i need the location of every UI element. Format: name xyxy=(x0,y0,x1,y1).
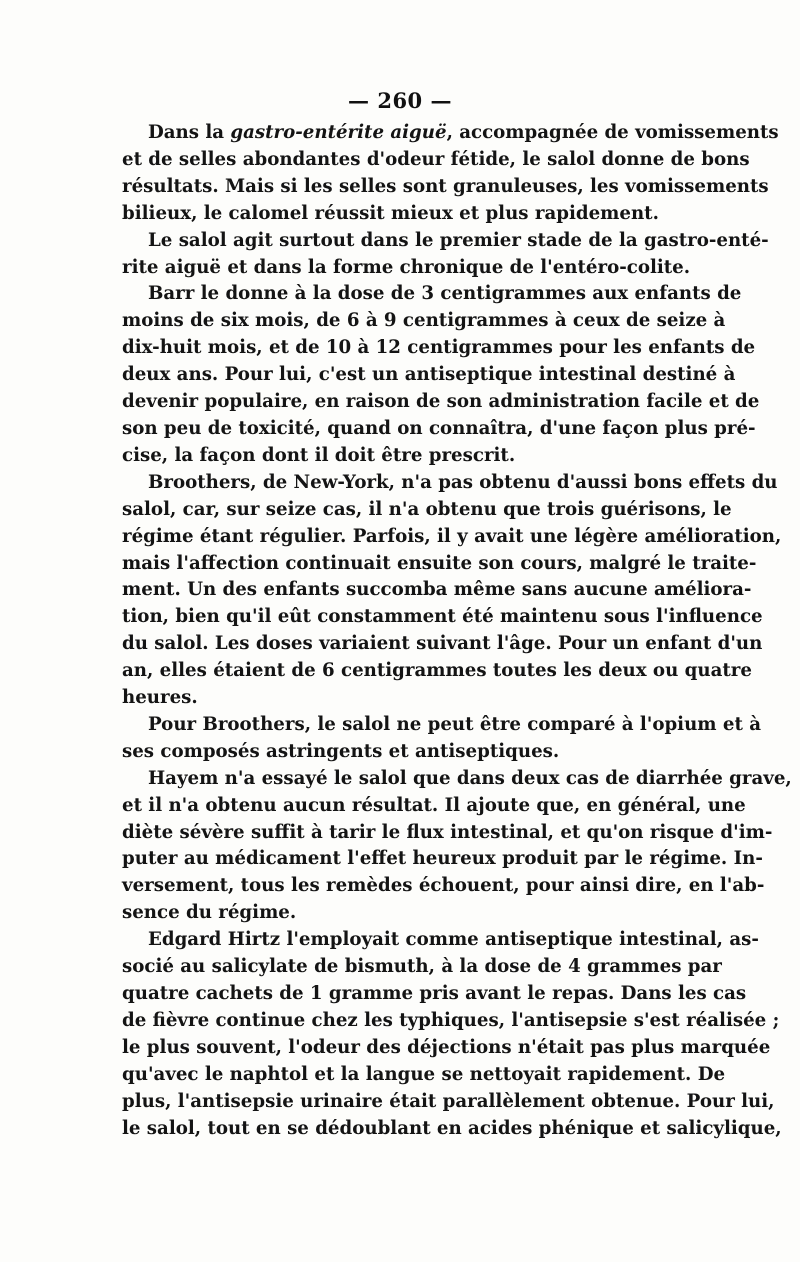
text-line: diète sévère suffit à tarir le flux intestinal, et qu'on risque d'im- xyxy=(122,821,773,843)
text-line: cise, la façon dont il doit être prescrit. xyxy=(122,444,516,466)
text-line: Pour Broothers, le salol ne peut être comparé à l'opium et à xyxy=(148,713,761,735)
text-segment: Dans la xyxy=(148,122,231,143)
paragraph xyxy=(122,281,760,469)
text-line: tion, bien qu'il eût constamment été maintenu sous l'influence xyxy=(122,606,763,628)
text-line: rite aiguë et dans la forme chronique de l'entéro-colite. xyxy=(122,256,691,278)
text-line xyxy=(122,120,779,147)
page-number: — 260 — xyxy=(348,88,452,113)
text-line: et de selles abondantes d'odeur fétide, le salol donne de bons xyxy=(122,148,750,170)
text-line: ses composés astringents et antiseptiques. xyxy=(122,740,560,762)
text-line: régime étant régulier. Parfois, il y avait une légère amélioration, xyxy=(122,525,782,547)
text-line: de fièvre continue chez les typhiques, l'antisepsie s'est réalisée ; xyxy=(122,1009,780,1031)
text-line: résultats. Mais si les selles sont granuleuses, les vomissements xyxy=(122,175,769,197)
text-line: sence du régime. xyxy=(122,902,297,924)
text-line: plus, l'antisepsie urinaire était parallèlement obtenue. Pour lui, xyxy=(122,1090,775,1112)
text-line: mais l'affection continuait ensuite son cours, malgré le traite- xyxy=(122,552,757,574)
text-line: Barr le donne à la dose de 3 centigrammes aux enfants de xyxy=(148,283,742,305)
body-text xyxy=(122,120,792,1142)
text-line: devenir populaire, en raison de son administration facile et de xyxy=(122,391,760,413)
text-line: socié au salicylate de bismuth, à la dose de 4 grammes par xyxy=(122,956,722,978)
text-line: Hayem n'a essayé le salol que dans deux cas de diarrhée grave, xyxy=(148,767,792,789)
text-segment: , accompagnée de vomissements xyxy=(446,122,779,143)
text-line: le salol, tout en se dédoublant en acides phénique et salicylique, xyxy=(122,1117,782,1139)
paragraph xyxy=(122,470,782,712)
paragraph xyxy=(122,228,769,282)
text-line: son peu de toxicité, quand on connaîtra, d'une façon plus pré- xyxy=(122,417,756,439)
paragraph xyxy=(122,766,792,927)
italic-term: gastro-entérite aiguë xyxy=(230,122,447,143)
text-line: versement, tous les remèdes échouent, pour ainsi dire, en l'ab- xyxy=(122,875,765,897)
text-line: an, elles étaient de 6 centigrammes toutes les deux ou quatre xyxy=(122,660,752,682)
text-line: puter au médicament l'effet heureux produit par le régime. In- xyxy=(122,848,763,870)
text-line: le plus souvent, l'odeur des déjections n'était pas plus marquée xyxy=(122,1036,771,1058)
text-line: du salol. Les doses variaient suivant l'âge. Pour un enfant d'un xyxy=(122,633,763,655)
paragraph xyxy=(122,927,782,1142)
paragraph xyxy=(122,712,761,766)
text-line: ment. Un des enfants succomba même sans aucune améliora- xyxy=(122,579,752,601)
text-line: qu'avec le naphtol et la langue se nettoyait rapidement. De xyxy=(122,1063,726,1085)
text-line: bilieux, le calomel réussit mieux et plus rapidement. xyxy=(122,202,659,224)
text-line: heures. xyxy=(122,687,198,709)
text-line: deux ans. Pour lui, c'est un antiseptique intestinal destiné à xyxy=(122,364,736,386)
text-line: et il n'a obtenu aucun résultat. Il ajoute que, en général, une xyxy=(122,794,746,816)
text-line: Broothers, de New-York, n'a pas obtenu d'aussi bons effets du xyxy=(148,471,778,493)
text-line: salol, car, sur seize cas, il n'a obtenu que trois guérisons, le xyxy=(122,498,732,520)
text-line: moins de six mois, de 6 à 9 centigrammes à ceux de seize à xyxy=(122,310,726,332)
text-line: Le salol agit surtout dans le premier stade de la gastro-enté- xyxy=(148,229,769,251)
text-line: dix-huit mois, et de 10 à 12 centigrammes pour les enfants de xyxy=(122,337,756,359)
text-line: Edgard Hirtz l'employait comme antiseptique intestinal, as- xyxy=(148,929,759,951)
paragraph xyxy=(122,120,779,228)
text-line: quatre cachets de 1 gramme pris avant le repas. Dans les cas xyxy=(122,983,747,1004)
